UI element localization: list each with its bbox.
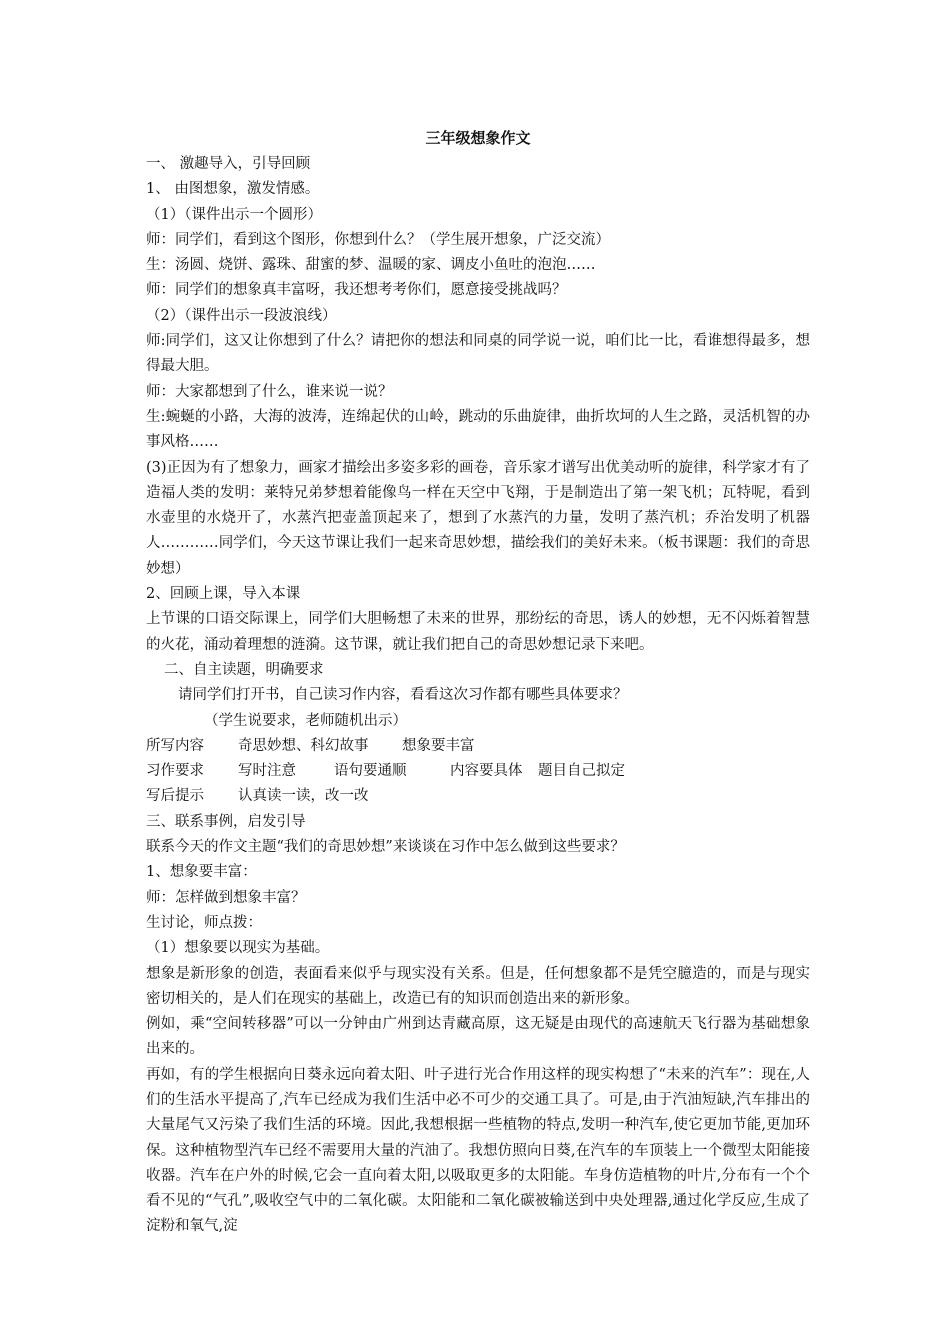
requirements-row	[146, 734, 810, 759]
subheading: 1、想象要丰富：	[146, 864, 257, 881]
text-line: （学生说要求，老师随机出示）	[204, 712, 407, 729]
requirements-row	[146, 759, 810, 784]
requirements-cell: 语句要通顺	[334, 763, 407, 780]
section-heading-1: 一、 激趣导入，引导回顾	[146, 156, 311, 172]
paragraph: 上节课的口语交际课上，同学们大胆畅想了未来的世界，那纷纭的奇思，诱人的妙想，无不闪烁着智慧的火花，涌动着理想的涟漪。这节课，就让我们把自己的奇思妙想记录下来吧。	[146, 611, 810, 653]
text-line: 师：同学们，看到这个图形，你想到什么？（学生展开想象，广泛交流）	[146, 231, 610, 248]
text-line: 生：汤圆、烧饼、露珠、甜蜜的梦、温暖的家、调皮小鱼吐的泡泡……	[146, 257, 596, 274]
text-line: 师：大家都想到了什么，谁来说一说？	[146, 383, 393, 400]
paragraph: 师:同学们，这又让你想到了什么？请把你的想法和同桌的同学说一说，咱们比一比，看谁想得最多，想得最大胆。	[146, 333, 810, 375]
requirements-cell: 想象要丰富	[402, 737, 475, 754]
text-line: 师：怎样做到想象丰富？	[146, 889, 306, 906]
text-line: 联系今天的作文主题“我们的奇思妙想”来谈谈在习作中怎么做到这些要求？	[146, 839, 625, 856]
requirements-cell: 奇思妙想、科幻故事	[238, 737, 369, 754]
requirements-cell: 习作要求	[146, 763, 204, 780]
text-line: 请同学们打开书，自己读习作内容，看看这次习作都有哪些具体要求？	[178, 687, 628, 704]
requirements-cell: 写后提示	[146, 788, 204, 805]
text-line: （1）想象要以现实为基础。	[146, 940, 330, 957]
paragraph: 生:蜿蜒的小路，大海的波涛，连绵起伏的山岭，跳动的乐曲旋律，曲折坎坷的人生之路，灵活机智的办事风格……	[146, 408, 810, 451]
subheading: 1、 由图想象，激发情感。	[146, 181, 320, 198]
paragraph: 想象是新形象的创造，表面看来似乎与现实没有关系。但是，任何想象都不是凭空臆造的，而是与现实密切相关的，是人们在现实的基础上，改造已有的知识而创造出来的新形象。	[146, 965, 810, 1007]
paragraph: (3)正因为有了想象力，画家才描绘出多姿多彩的画卷，音乐家才谱写出优美动听的旋律，科学家才有了造福人类的发明：莱特兄弟梦想着能像鸟一样在天空中飞翔，于是制造出了第一架飞机；瓦特呢，看到水壶里的水烧开了，水蒸汽把壶盖顶起来了，想到了水蒸汽的力量，发明了蒸汽机；乔治发明了机器人…………同学们，今天这节课让我们一起来奇思妙想，描绘我们的美好未来。（板书课题：我们的奇思妙想）	[146, 459, 810, 577]
requirements-cell: 认真读一读，改一改	[238, 788, 369, 805]
section-heading-3: 三、联系事例，启发引导	[146, 813, 306, 830]
text-line: （1）（课件出示一个圆形）	[146, 206, 322, 223]
requirements-cell: 所写内容	[146, 737, 204, 754]
section-heading-2: 二、自主读题，明确要求	[164, 661, 324, 678]
subheading: 2、回顾上课，导入本课	[146, 586, 301, 603]
text-line: （2）（课件出示一段波浪线）	[146, 307, 337, 324]
document-title: 三年级想象作文	[425, 129, 531, 147]
text-line: 师：同学们的想象真丰富呀，我还想考考你们，愿意接受挑战吗？	[146, 282, 567, 299]
requirements-cell: 内容要具体	[450, 763, 523, 780]
paragraph: 再如，有的学生根据向日葵永远向着太阳、叶子进行光合作用这样的现实构想了“未来的汽车”：现在,人们的生活水平提高了,汽车已经成为我们生活中必不可少的交通工具了。可是,由于汽油短缺,汽车排出的大量尾气又污染了我们生活的环境。因此,我想根据一些植物的特点,发明一种汽车,使它更加节能,更加环保。这种植物型汽车已经不需要用大量的汽油了。我想仿照向日葵,在汽车的车顶装上一个微型太阳能接收器。汽车在户外的时候,它会一直向着太阳,以吸取更多的太阳能。车身仿造植物的叶片,分布有一个个看不见的“气孔”,吸收空气中的二氧化碳。太阳能和二氧化碳被输送到中央处理器,通过化学反应,生成了淀粉和氧气,淀	[146, 1066, 810, 1235]
paragraph: 例如，乘“空间转移器”可以一分钟由广州到达青藏高原，这无疑是由现代的高速航天飞行器为基础想象出来的。	[146, 1016, 810, 1058]
requirements-cell: 题目自己拟定	[538, 763, 625, 780]
document-page	[146, 126, 810, 1240]
text-line: 生讨论，师点拨：	[146, 914, 262, 931]
requirements-cell: 写时注意	[238, 763, 296, 780]
requirements-row	[146, 784, 810, 809]
